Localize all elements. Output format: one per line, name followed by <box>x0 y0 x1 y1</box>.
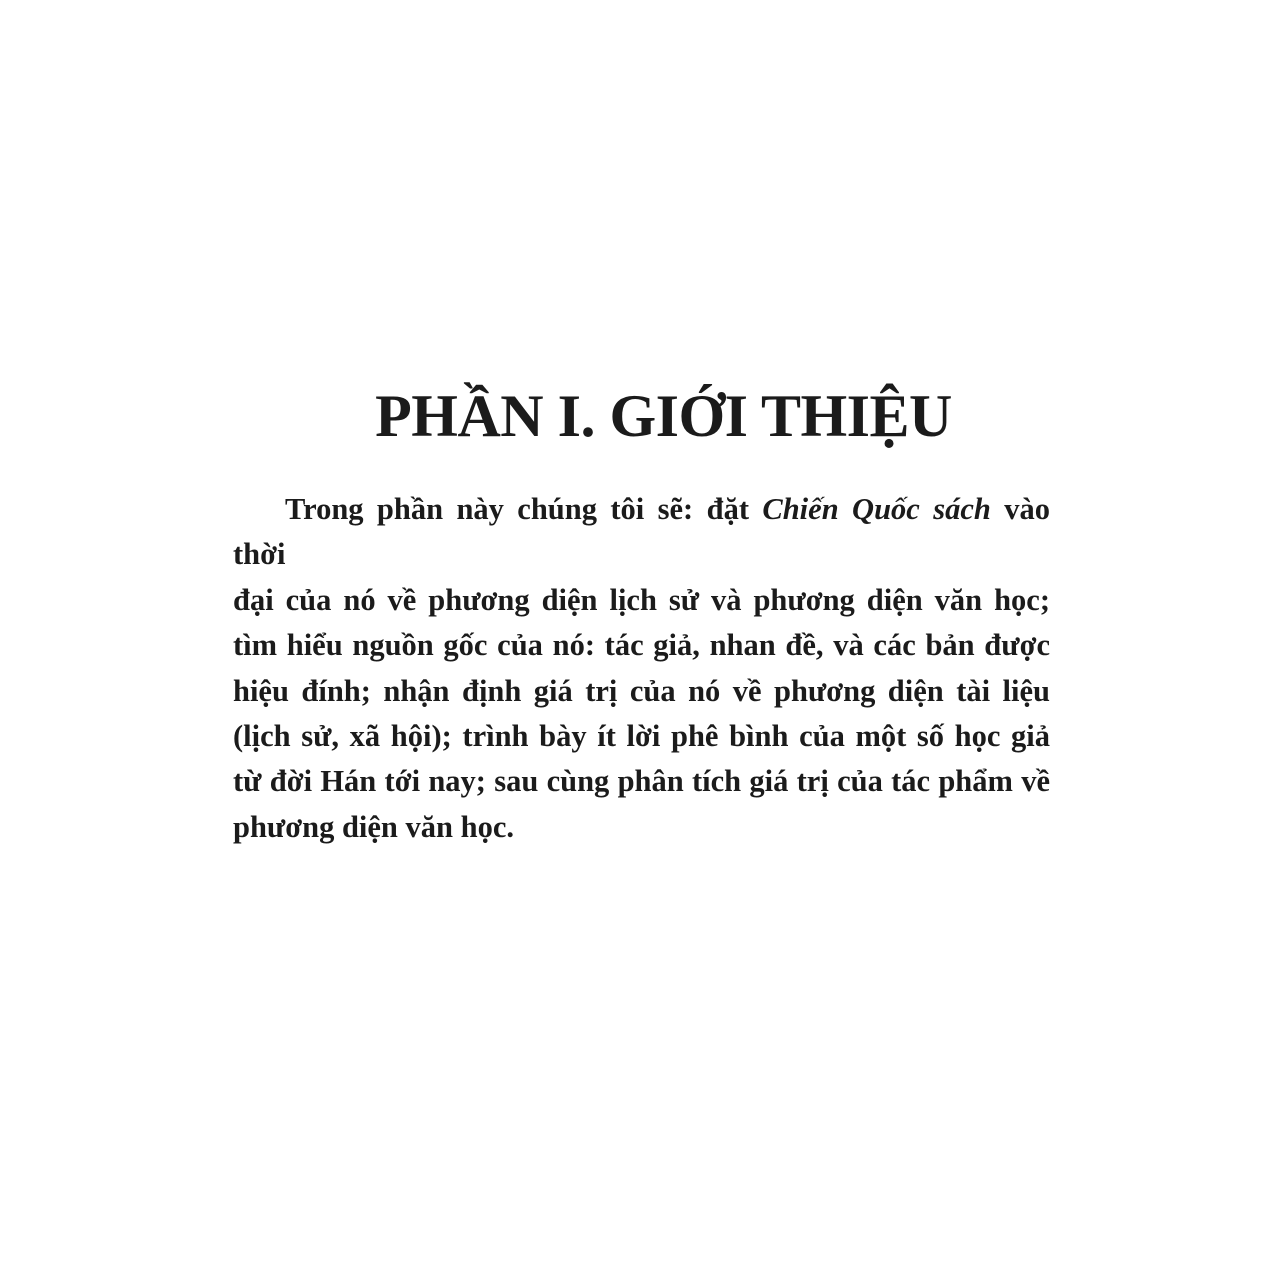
paragraph-line: đại của nó về phương diện lịch sử và phương diện văn học; <box>233 582 1050 617</box>
paragraph-line: tìm hiểu nguồn gốc của nó: tác giả, nhan đề, và các bản được <box>233 628 1050 663</box>
paragraph-text: Trong phần này chúng tôi sẽ: đặt <box>285 492 763 526</box>
paragraph-text: vào thời <box>233 492 1050 572</box>
book-title-italic: Chiến Quốc sách <box>762 492 991 526</box>
paragraph-line: từ đời Hán tới nay; sau cùng phân tích giá trị của tác phẩm về <box>233 764 1050 799</box>
text-column <box>233 0 1050 1275</box>
intro-paragraph <box>233 487 1050 850</box>
section-title: PHẦN I. GIỚI THIỆU <box>375 383 952 450</box>
paragraph-line: phương diện văn học. <box>233 809 514 844</box>
paragraph-line: (lịch sử, xã hội); trình bày ít lời phê bình của một số học giả <box>233 719 1050 754</box>
paragraph-line: hiệu đính; nhận định giá trị của nó về phương diện tài liệu <box>233 673 1050 708</box>
paragraph-line <box>233 487 1050 578</box>
